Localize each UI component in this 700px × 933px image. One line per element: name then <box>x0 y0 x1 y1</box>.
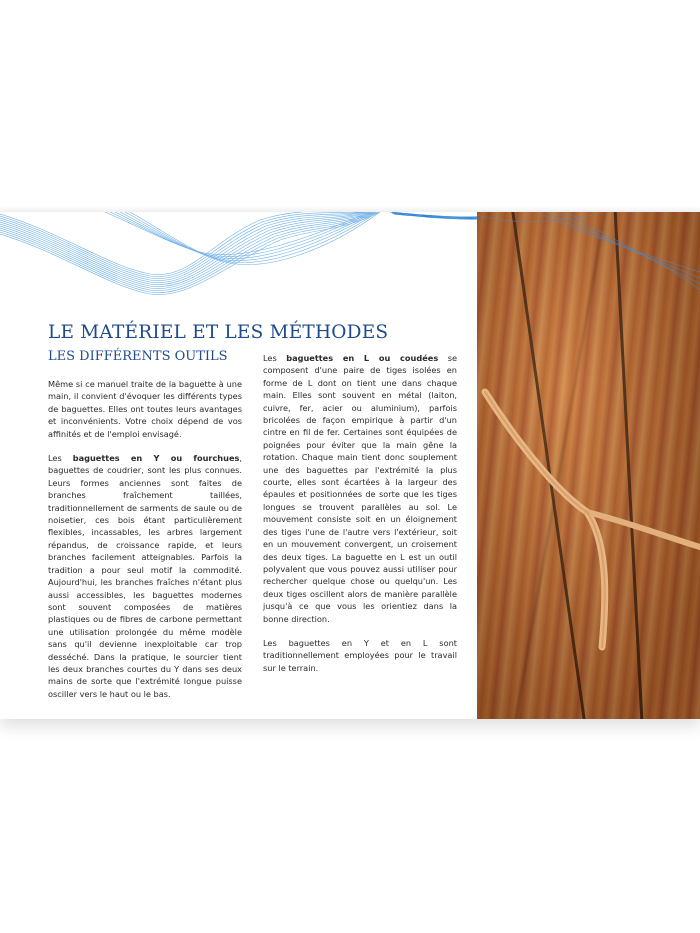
text-run: Les <box>263 353 287 363</box>
text-run: Les <box>48 453 73 464</box>
paragraph: Même si ce manuel traite de la baguette à une main, il convient d'évoquer les différents types de baguettes. Elles ont toutes leurs avantages et inconvénients. Votre choix dépend de vos affinités et de l'emploi envisagé. <box>48 379 242 439</box>
section-title: LE MATÉRIEL ET LES MÉTHODES <box>48 322 389 343</box>
section-subtitle: LES DIFFÉRENTS OUTILS <box>48 349 228 364</box>
book-spread <box>0 212 700 719</box>
text-run: , baguettes de coudrier, sont les plus connues. Leurs formes anciennes sont faites de branches fraîchement taillées, traditionnellement de sarments de saule ou de noisetier, ces bois étant particulièrement flexibles, incassables, les arbres largement répandus, de croissance rapide, et leurs branches facilement atteignables. Parfois la tradition a pour seul motif la commodité. Aujourd'hui, les branches fraîches n'étant plus aussi accessibles, les baguettes modernes sont souvent composées de matières plastiques ou de fibres de carbone permettant une utilisation prolongée du même modèle sans qu'il devienne inexploitable car trop desséché. Dans la pratique, le sourcier tient les deux branches courtes du Y dans ses deux mains de sorte que l'extrémité longue puisse osciller vers le haut ou le bas. <box>48 453 242 699</box>
bold-term: baguettes en L ou coudées <box>286 353 439 363</box>
paragraph <box>48 452 242 700</box>
paragraph <box>263 352 457 625</box>
text-column-right <box>263 352 457 686</box>
bold-term: baguettes en Y ou fourchues <box>72 453 240 464</box>
text-column-left <box>48 378 242 712</box>
text-run: se composent d'une paire de tiges isolées en forme de L dont on tient une dans chaque main. Elles sont souvent en métal (laiton, cuivre, fer, acier ou aluminium), parfois bricolées de façon empirique à partir d'un cintre en fil de fer. Certaines sont équipées de poignées pour éviter que la main gêne la rotation. Chaque main tient donc souplement une des baguettes par l'extrémité la plus courte, elles sont écartées à la largeur des épaules et positionnées de sorte que les tiges longues se trouvent parallèles au sol. Le mouvement consiste soit en un éloignement des tiges l'une de l'autre vers l'extérieur, soit en un mouvement convergent, un croisement des deux tiges. La baguette en L est un outil polyvalent que vous pouvez aussi utiliser pour rechercher quelque chose ou quelqu'un. Les deux tiges oscillent alors de manière parallèle jusqu'à ce que vous les orientiez dans la bonne direction. <box>263 353 458 624</box>
paragraph: Les baguettes en Y et en L sont traditionnellement employées pour le travail sur le terrain. <box>263 637 457 673</box>
wood-divining-rod-photo <box>477 212 700 719</box>
y-rod-icon <box>477 212 700 719</box>
